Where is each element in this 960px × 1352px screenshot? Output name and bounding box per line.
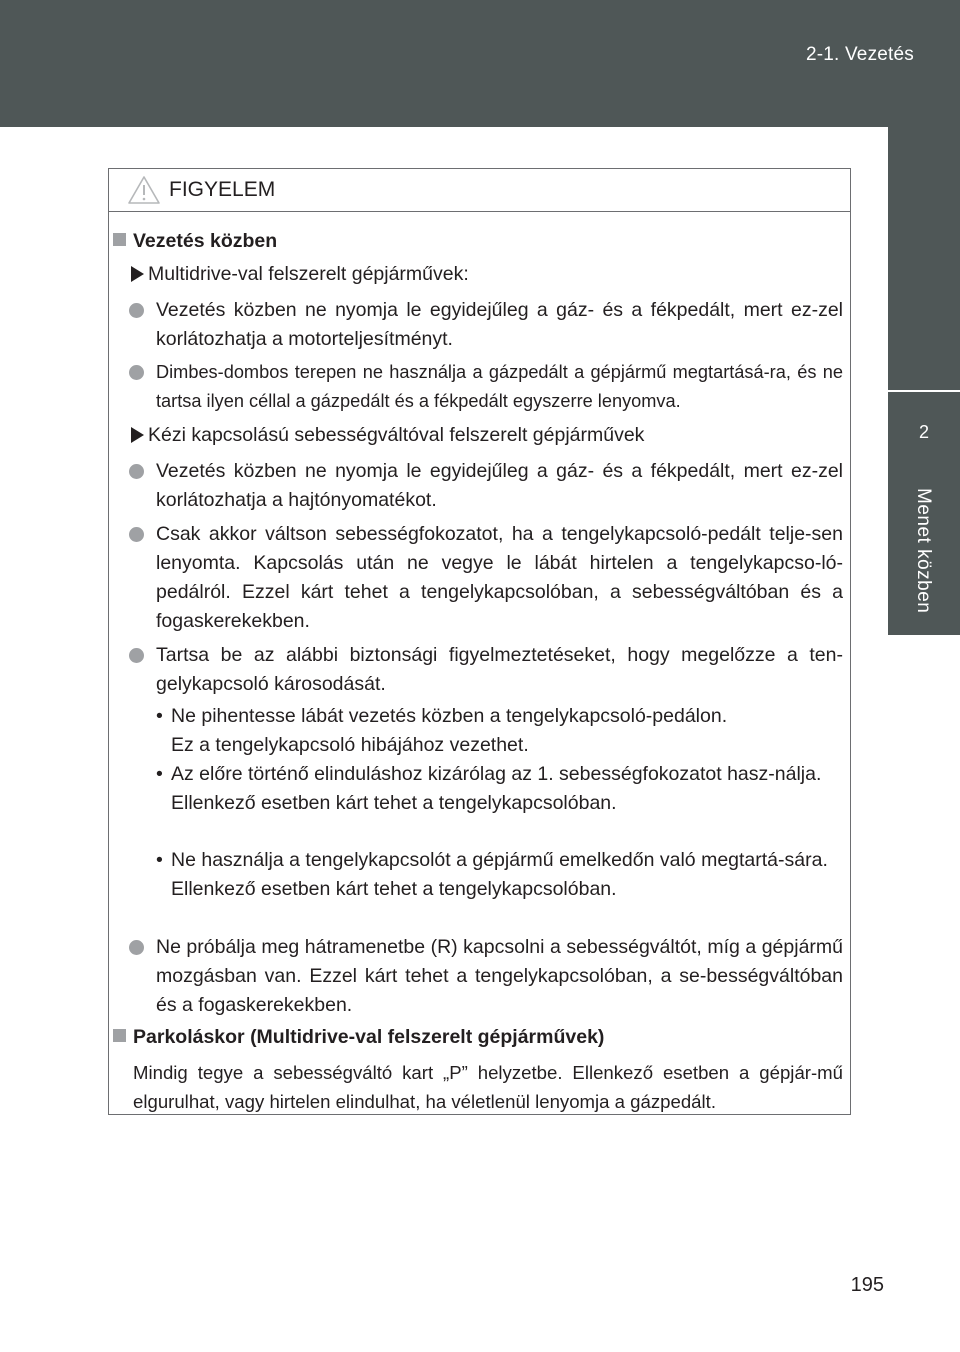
circle-bullet-icon (129, 648, 144, 663)
section-heading: Vezetés közben (113, 227, 277, 256)
list-item: Csak akkor váltson sebességfokozatot, ha a tengelykapcsoló-pedált telje-sen lenyomta. Kapcsolás után ne vegye le lábát hirtelen a tengelykapcso-ló-pedálról. Ezzel kárt tehet a tengelykapcsolóban, a sebességváltóban és a fogaskerekekben. (156, 520, 843, 636)
section-title: 2-1. Vezetés (805, 44, 914, 65)
warning-triangle-icon (127, 175, 161, 205)
chapter-number: 2 (918, 422, 929, 442)
circle-bullet-icon (129, 365, 144, 380)
page-number: 195 (850, 1274, 884, 1296)
warning-box (108, 168, 851, 1115)
chapter-tab[interactable] (888, 392, 960, 635)
circle-bullet-icon (129, 940, 144, 955)
list-item: Ne próbálja meg hátramenetbe (R) kapcsolni a sebességváltót, míg a gépjármű mozgásban van. Ezzel kárt tehet a tengelykapcsolóban, a se-bességváltóban és a fogaskerekekben. (156, 933, 843, 1020)
subheading: Multidrive-val felszerelt gépjárművek: (131, 260, 469, 289)
circle-bullet-icon (129, 464, 144, 479)
side-bar-upper (888, 127, 960, 390)
list-item: Vezetés közben ne nyomja le egyidejűleg a gáz- és a fékpedált, mert ez-zel korlátozhatja a hajtónyomatékot. (156, 457, 843, 515)
list-item: Tartsa be az alábbi biztonsági figyelmeztetéseket, hogy megelőzze a ten-gelykapcsoló károsodását. (156, 641, 843, 699)
arrow-right-icon (131, 266, 144, 282)
warning-header (109, 169, 850, 212)
square-bullet-icon (113, 233, 126, 246)
list-item: Dimbes-dombos terepen ne használja a gázpedált a gépjármű megtartásá-ra, és ne tartsa ilyen céllal a gázpedált és a fékpedált egyszerre lenyomva. (156, 358, 843, 416)
sub-bullet: • Ne használja a tengelykapcsolót a gépjármű emelkedőn való megtartá-sára. Ellenkező esetben kárt tehet a tengelykapcsolóban. (156, 849, 828, 900)
warning-title: FIGYELEM (169, 178, 276, 201)
paragraph: Mindig tegye a sebességváltó kart „P” helyzetbe. Ellenkező esetben a gépjár-mű elgurulhat, vagy hirtelen elindulhat, ha véletlenül lenyomja a gázpedált. (133, 1062, 843, 1112)
subheading: Kézi kapcsolású sebességváltóval felszerelt gépjárművek (131, 421, 644, 450)
header-bar (0, 0, 960, 127)
circle-bullet-icon (129, 527, 144, 542)
list-item: Vezetés közben ne nyomja le egyidejűleg a gáz- és a fékpedált, mert ez-zel korlátozhatja a motorteljesítményt. (156, 296, 843, 354)
arrow-right-icon (131, 427, 144, 443)
square-bullet-icon (113, 1029, 126, 1042)
sub-bullet: • Az előre történő elinduláshoz kizárólag az 1. sebességfokozatot hasz-nálja. Ellenkező esetben kárt tehet a tengelykapcsolóban. (156, 763, 822, 814)
chapter-label: Menet közben (913, 488, 934, 614)
circle-bullet-icon (129, 303, 144, 318)
sub-bullet: • Ne pihentesse lábát vezetés közben a tengelykapcsoló-pedálon. Ez a tengelykapcsoló hibájához vezethet. (156, 705, 728, 756)
section-heading: Parkoláskor (Multidrive-val felszerelt gépjárművek) (113, 1023, 604, 1052)
